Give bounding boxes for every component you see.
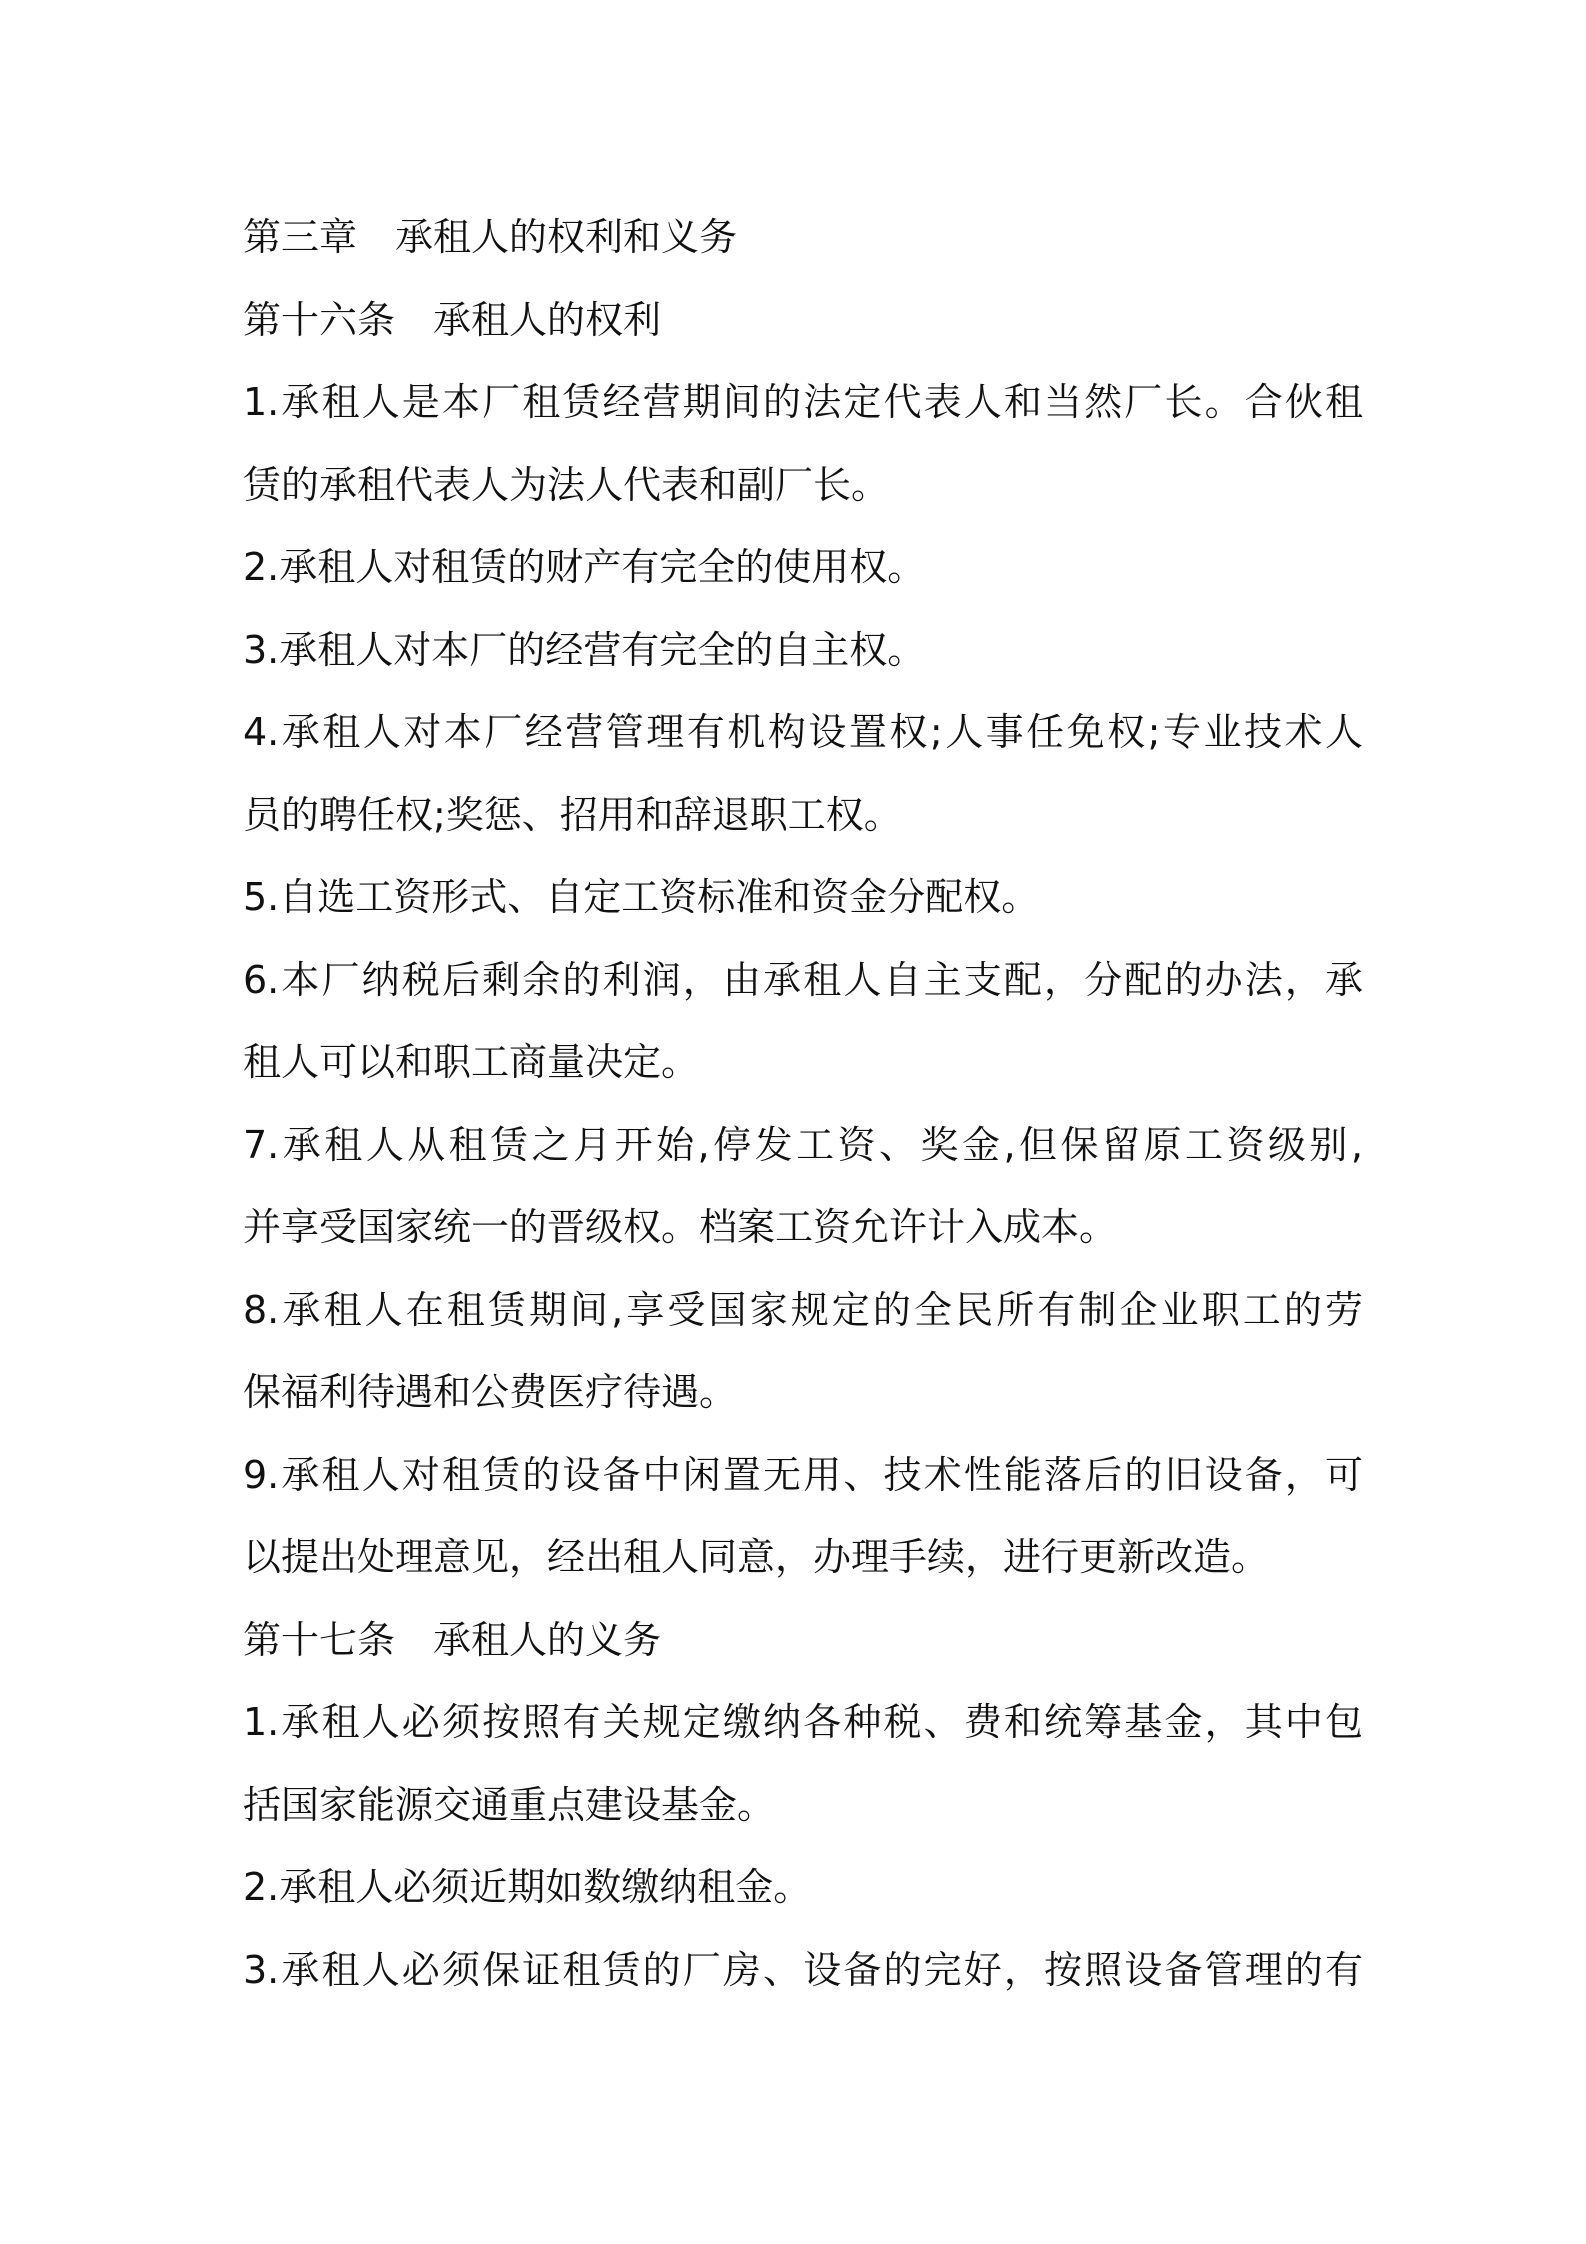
- paragraph-line: 3.承租人必须保证租赁的厂房、设备的完好，按照设备管理的有: [243, 1947, 1363, 1992]
- paragraph-line: 7.承租人从租赁之月开始,停发工资、奖金,但保留原工资级别,: [243, 1122, 1363, 1167]
- chapter-heading: 第三章 承租人的权利和义务: [243, 215, 738, 259]
- paragraph-line: 并享受国家统一的晋级权。档案工资允许计入成本。: [243, 1205, 1118, 1249]
- paragraph-line: 9.承租人对租赁的设备中闲置无用、技术性能落后的旧设备，可: [243, 1452, 1363, 1497]
- paragraph-line: 1.承租人必须按照有关规定缴纳各种税、费和统筹基金，其中包: [243, 1700, 1363, 1744]
- paragraph-line: 保福利待遇和公费医疗待遇。: [243, 1370, 738, 1414]
- paragraph-line: 租人可以和职工商量决定。: [243, 1040, 700, 1084]
- paragraph-line: 2.承租人对租赁的财产有完全的使用权。: [243, 545, 926, 589]
- article-16-heading: 第十六条 承租人的权利: [243, 297, 662, 342]
- paragraph-line: 4.承租人对本厂经营管理有机构设置权;人事任免权;专业技术人: [243, 710, 1363, 754]
- document-page: [243, 196, 1363, 2011]
- paragraph-line: 3.承租人对本厂的经营有完全的自主权。: [243, 627, 926, 672]
- paragraph-line: 员的聘任权;奖惩、招用和辞退职工权。: [243, 792, 902, 837]
- paragraph-line: 以提出处理意见，经出租人同意，办理手续，进行更新改造。: [243, 1535, 1270, 1579]
- paragraph-line: 8.承租人在租赁期间,享受国家规定的全民所有制企业职工的劳: [243, 1287, 1363, 1332]
- paragraph-line: 赁的承租代表人为法人代表和副厂长。: [243, 462, 890, 507]
- article-17-heading: 第十七条 承租人的义务: [243, 1617, 662, 1662]
- paragraph-line: 2.承租人必须近期如数缴纳租金。: [243, 1865, 812, 1909]
- paragraph-line: 6.本厂纳税后剩余的利润，由承租人自主支配，分配的办法，承: [243, 957, 1363, 1002]
- paragraph-line: 括国家能源交通重点建设基金。: [243, 1782, 776, 1827]
- paragraph-line: 1.承租人是本厂租赁经营期间的法定代表人和当然厂长。合伙租: [243, 380, 1363, 424]
- paragraph-line: 5.自选工资形式、自定工资标准和资金分配权。: [243, 875, 1040, 919]
